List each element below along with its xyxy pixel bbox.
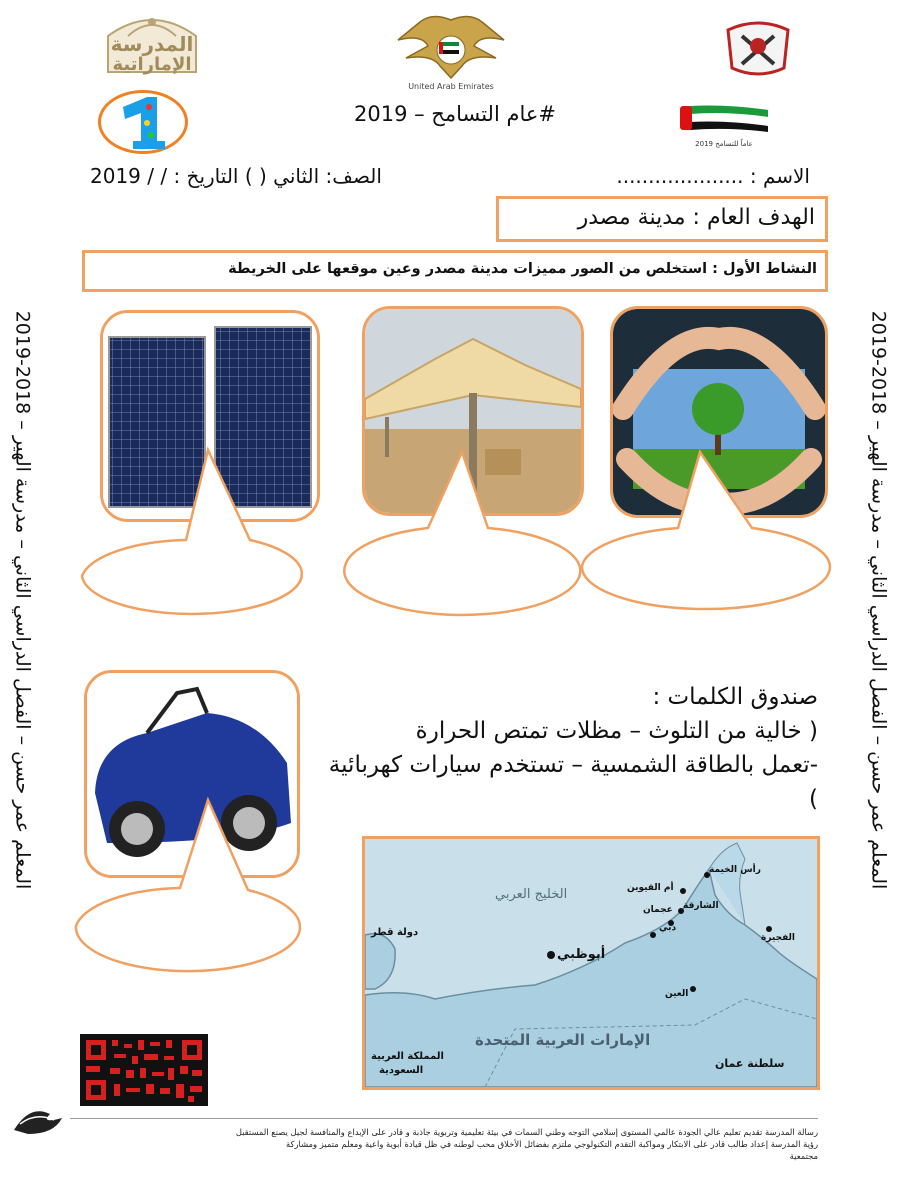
map-label-gulf: الخليج العربي: [495, 887, 568, 902]
name-field-label: الاسم : ....................: [616, 164, 810, 188]
side-text-left: المعلم عمر حسن – الفصل الدراسي الثاني – مدرسة الهير – 2018-2019: [11, 310, 33, 890]
map-label-qatar: دولة قطر: [371, 927, 419, 938]
map-label-oman: سلطنة عمان: [715, 1057, 785, 1070]
footer-text: [66, 1126, 818, 1162]
school-logo: المدرسة الإماراتية: [88, 10, 216, 80]
tolerance-year: #عام التسامح – 2019: [353, 102, 556, 126]
word-box-line1: ( خالية من التلوث – مظلات تمتص الحرارة: [415, 718, 818, 744]
qr-code[interactable]: [80, 1034, 208, 1106]
uae-flag-badge: عاماً للتسامح 2019: [676, 102, 772, 158]
uae-map: [362, 836, 820, 1090]
map-label-saudi-2: السعودية: [379, 1065, 424, 1076]
word-box: [316, 680, 818, 816]
activity-box: النشاط الأول : استخلص من الصور مميزات مدينة مصدر وعين موقعها على الخريطة: [82, 250, 828, 292]
map-label-uaq: أم القيوين: [627, 883, 674, 893]
callout-tree[interactable]: [582, 452, 830, 609]
word-box-title: صندوق الكلمات :: [652, 684, 818, 710]
callout-solar[interactable]: [82, 450, 302, 614]
map-label-alain: العين: [665, 989, 689, 999]
callout-umbrellas[interactable]: [344, 452, 580, 615]
side-text-right: المعلم عمر حسن – الفصل الدراسي الثاني – مدرسة الهير – 2018-2019: [867, 310, 889, 890]
footer-vision: رؤية المدرسة إعداد طالب قادر على الابتكار ومواكبة التقدم التكنولوجي ملتزم بفضائل الأخلاق محب لوطنه في ظل قيادة أبوية واعية ومعلم متميز ومشاركة: [286, 1139, 818, 1149]
word-box-line3: ): [809, 786, 818, 812]
map-label-rak: رأس الخيمة: [709, 865, 761, 875]
footer-vision-end: مجتمعية: [789, 1151, 818, 1161]
map-label-sharjah: الشارقة: [683, 901, 719, 911]
map-label-saudi-1: المملكة العربية: [371, 1051, 444, 1062]
map-label-uae: الإمارات العربية المتحدة: [475, 1031, 651, 1049]
word-box-line2: -تعمل بالطاقة الشمسية – تستخدم سيارات كهربائية: [328, 752, 818, 778]
footer-mission: رسالة المدرسة تقديم تعليم عالي الجودة عالمي المستوى إسلامي التوجه وطني السمات في بيئة تعليمية وتربوية جاذبة و قادر على الإبداع والمنافسة لجيل يصنع المستقبل: [235, 1127, 818, 1137]
map-label-dubai: دبي: [659, 923, 677, 933]
goal-box: الهدف العام : مدينة مصدر: [496, 196, 828, 242]
callout-car[interactable]: [76, 800, 300, 971]
footer-divider: [70, 1118, 818, 1119]
class-date-label: الصف: الثاني ( ) التاريخ : / / 2019: [90, 164, 382, 188]
calligraphy-logo: [10, 1094, 70, 1138]
map-label-ajman: عجمان: [643, 905, 673, 915]
uae-emblem: United Arab Emirates: [392, 12, 510, 94]
map-label-fujairah: الفجيرة: [761, 933, 796, 943]
map-label-abudhabi: أبوظبي: [557, 947, 606, 962]
